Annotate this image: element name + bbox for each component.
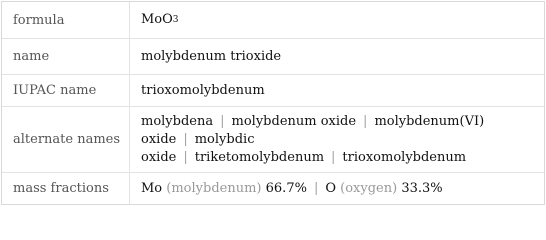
alt-name-item: trioxomolybdenum bbox=[342, 149, 467, 165]
separator: | bbox=[331, 149, 336, 165]
o-symbol: O bbox=[325, 180, 337, 196]
separator: | bbox=[220, 113, 225, 129]
row-name bbox=[2, 39, 544, 75]
name-label: name bbox=[2, 39, 130, 74]
separator: | bbox=[313, 180, 319, 196]
alt-name-item: triketomolybdenum bbox=[194, 149, 325, 165]
alt-name-item: molybdic oxide bbox=[141, 131, 255, 165]
row-mass-fractions bbox=[2, 173, 544, 204]
iupac-value: trioxomolybdenum bbox=[141, 82, 265, 98]
properties-table bbox=[1, 1, 545, 205]
formula-label: formula bbox=[2, 2, 130, 38]
separator: | bbox=[363, 113, 368, 129]
o-name: (oxygen) bbox=[340, 180, 398, 196]
alt-name-item: molybdena bbox=[141, 113, 214, 129]
mo-symbol: Mo bbox=[141, 180, 163, 196]
name-value: molybdenum trioxide bbox=[141, 48, 282, 64]
iupac-label: IUPAC name bbox=[2, 75, 130, 106]
row-alternate-names bbox=[2, 107, 544, 173]
mass-fractions-label: mass fractions bbox=[2, 173, 130, 204]
formula-subscript: 3 bbox=[172, 15, 179, 25]
alternate-names-value bbox=[130, 107, 544, 172]
mo-value: 66.7% bbox=[265, 180, 307, 196]
alternate-names-label: alternate names bbox=[2, 107, 130, 172]
separator: | bbox=[183, 131, 188, 147]
alt-name-item: molybdenum(VI) oxide bbox=[141, 113, 485, 147]
mass-fractions-value bbox=[130, 173, 544, 204]
formula-main: MoO bbox=[141, 12, 173, 27]
alt-name-item: molybdenum oxide bbox=[231, 113, 357, 129]
separator: | bbox=[183, 149, 188, 165]
o-value: 33.3% bbox=[401, 180, 443, 196]
mo-name: (molybdenum) bbox=[166, 180, 262, 196]
row-iupac bbox=[2, 75, 544, 107]
row-formula bbox=[2, 2, 544, 39]
formula-value bbox=[130, 2, 544, 38]
